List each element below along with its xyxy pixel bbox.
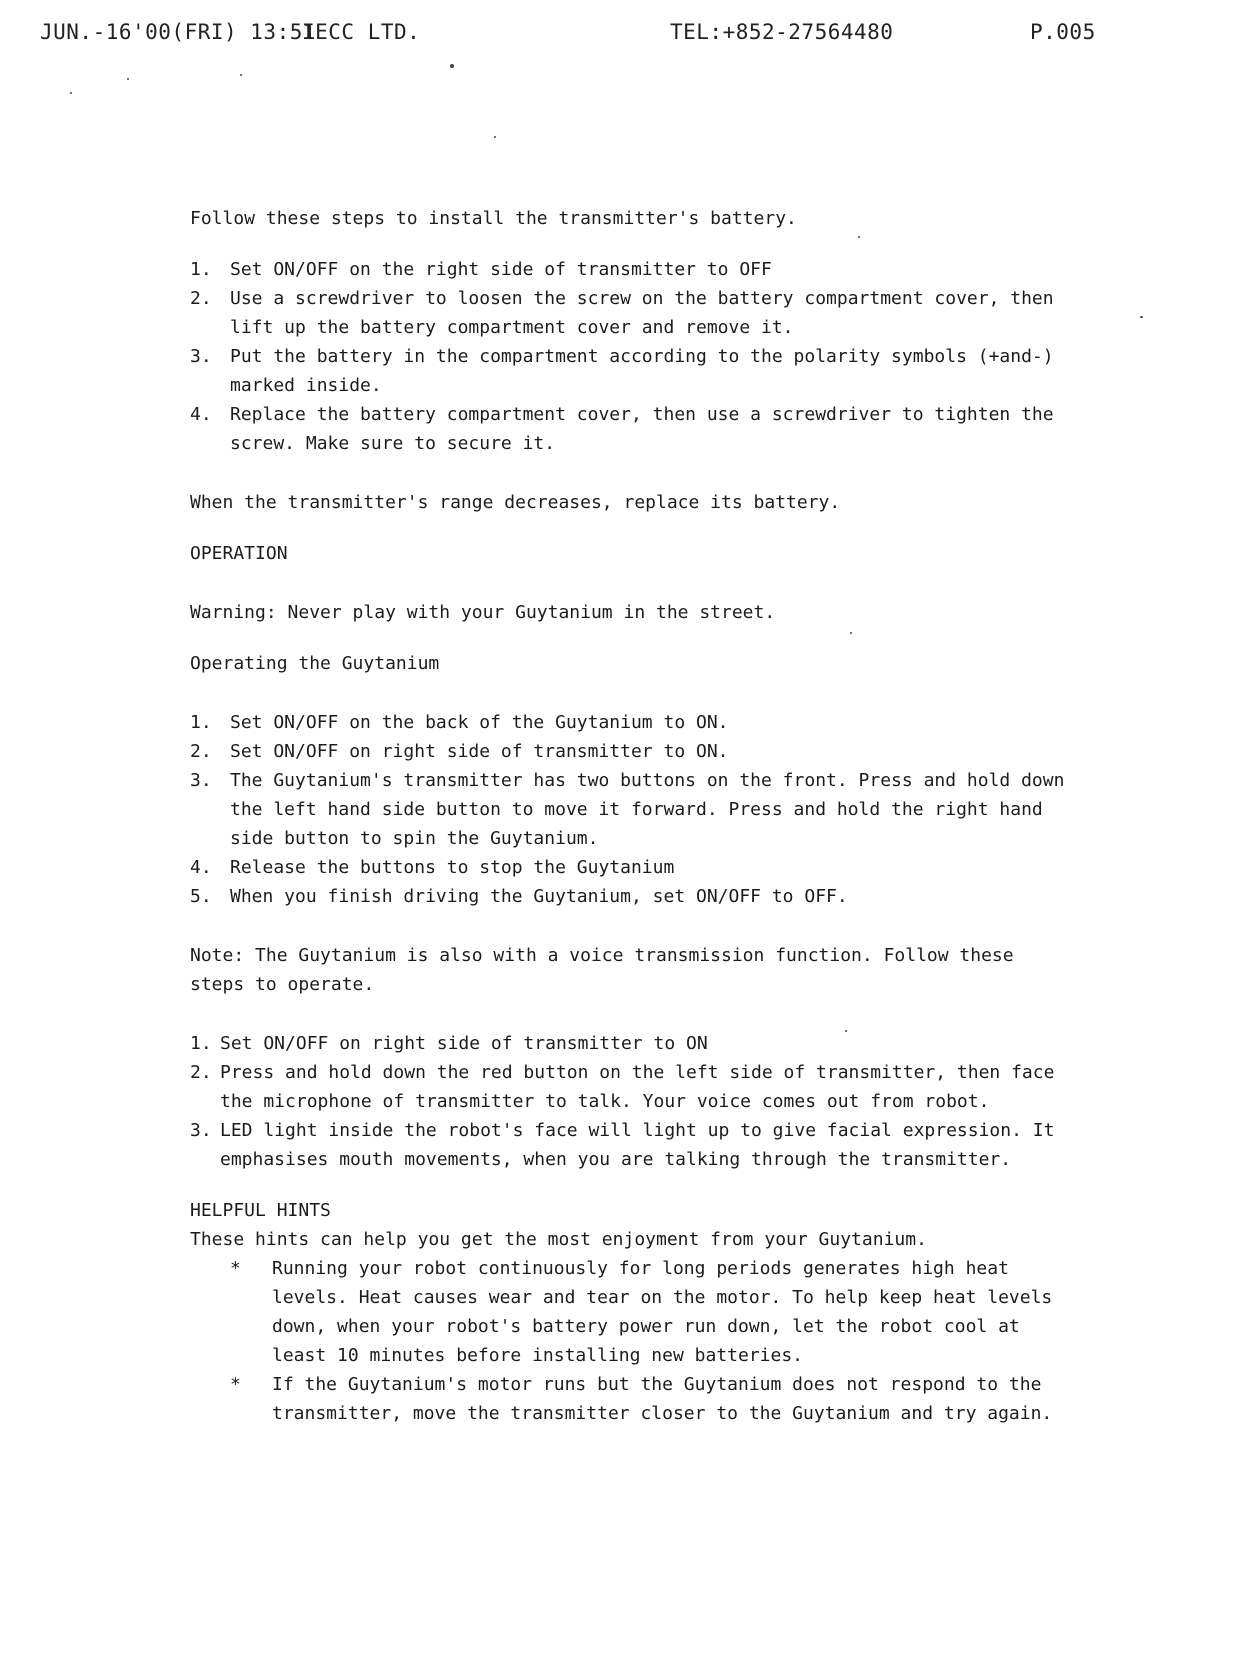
step-text: The Guytanium's transmitter has two buttons on the front. Press and hold down the left hand side button to move it forward. Press and hold the right hand side button to spin the Guytanium. [230, 770, 1065, 849]
step-text: Set ON/OFF on right side of transmitter to ON. [230, 741, 729, 762]
hints-intro: These hints can help you get the most enjoyment from your Guytanium. [190, 1229, 927, 1250]
step-text: Press and hold down the red button on the left side of transmitter, then face the microphone of transmitter to talk. Your voice comes out from robot. [220, 1062, 1055, 1112]
step-text: Put the battery in the compartment according to the polarity symbols (+and-) marked inside. [230, 346, 1054, 396]
step-text: LED light inside the robot's face will light up to give facial expression. It emphasises mouth movements, when you are talking through the transmitter. [220, 1120, 1055, 1170]
hint-text: Running your robot continuously for long periods generates high heat levels. Heat causes wear and tear on the motor. To help keep heat levels down, when your robot's battery power run down, let the robot cool at least 10 minutes before installing new batteries. [272, 1258, 1053, 1366]
operation-steps-list [190, 708, 1070, 911]
step-number: 1. [190, 712, 212, 733]
voice-steps-list [190, 1029, 1070, 1174]
step-text: Set ON/OFF on the back of the Guytanium to ON. [230, 712, 729, 733]
scan-speck [494, 136, 496, 138]
step-number: 2. [190, 288, 212, 309]
scan-speck [450, 64, 454, 68]
scan-speck [240, 74, 242, 76]
battery-intro: Follow these steps to install the transmitter's battery. [190, 208, 797, 229]
step-number: 3. [190, 346, 212, 367]
fax-company: IECC LTD. [302, 20, 421, 44]
list-item [190, 1370, 1070, 1428]
operation-warning: Warning: Never play with your Guytanium in the street. [190, 602, 776, 623]
step-text: Release the buttons to stop the Guytanium [230, 857, 675, 878]
list-item [190, 284, 1070, 342]
bullet-marker: * [230, 1374, 241, 1395]
list-item [190, 737, 1070, 766]
step-number: 4. [190, 857, 212, 878]
hint-text: If the Guytanium's motor runs but the Guytanium does not respond to the transmitter, move the transmitter closer to the Guytanium and try again. [272, 1374, 1053, 1424]
scan-speck [1140, 316, 1143, 318]
list-item [190, 853, 1070, 882]
list-item [190, 1029, 1070, 1058]
step-number: 5. [190, 886, 212, 907]
step-number: 3. [190, 1120, 212, 1141]
step-text: When you finish driving the Guytanium, set ON/OFF to OFF. [230, 886, 848, 907]
step-number: 3. [190, 770, 212, 791]
step-number: 1. [190, 1033, 212, 1054]
document-body [190, 204, 1070, 1428]
battery-steps-list [190, 255, 1070, 458]
bullet-marker: * [230, 1258, 241, 1279]
list-item [190, 1254, 1070, 1370]
step-text: Use a screwdriver to loosen the screw on the battery compartment cover, then lift up the battery compartment cover and remove it. [230, 288, 1054, 338]
operation-heading: OPERATION [190, 543, 288, 564]
list-item [190, 255, 1070, 284]
battery-range-note: When the transmitter's range decreases, replace its battery. [190, 492, 841, 513]
fax-phone: TEL:+852-27564480 [670, 20, 894, 44]
hints-heading: HELPFUL HINTS [190, 1200, 331, 1221]
list-item [190, 400, 1070, 458]
operation-subheading: Operating the Guytanium [190, 653, 440, 674]
list-item [190, 1058, 1070, 1116]
step-text: Replace the battery compartment cover, then use a screwdriver to tighten the screw. Make sure to secure it. [230, 404, 1054, 454]
list-item [190, 882, 1070, 911]
step-number: 2. [190, 1062, 212, 1083]
hints-list [190, 1254, 1070, 1428]
step-number: 2. [190, 741, 212, 762]
list-item [190, 766, 1070, 853]
step-text: Set ON/OFF on the right side of transmitter to OFF [230, 259, 772, 280]
fax-datetime: JUN.-16'00(FRI) 13:51 [40, 20, 317, 44]
step-text: Set ON/OFF on right side of transmitter to ON [220, 1033, 708, 1054]
step-number: 4. [190, 404, 212, 425]
list-item [190, 1116, 1070, 1174]
list-item [190, 708, 1070, 737]
fax-header [0, 20, 1244, 50]
voice-note: Note: The Guytanium is also with a voice transmission function. Follow these steps to operate. [190, 945, 1014, 995]
step-number: 1. [190, 259, 212, 280]
scan-speck [127, 78, 129, 80]
fax-page-number: P.005 [1030, 20, 1096, 44]
scan-speck [70, 92, 72, 94]
list-item [190, 342, 1070, 400]
